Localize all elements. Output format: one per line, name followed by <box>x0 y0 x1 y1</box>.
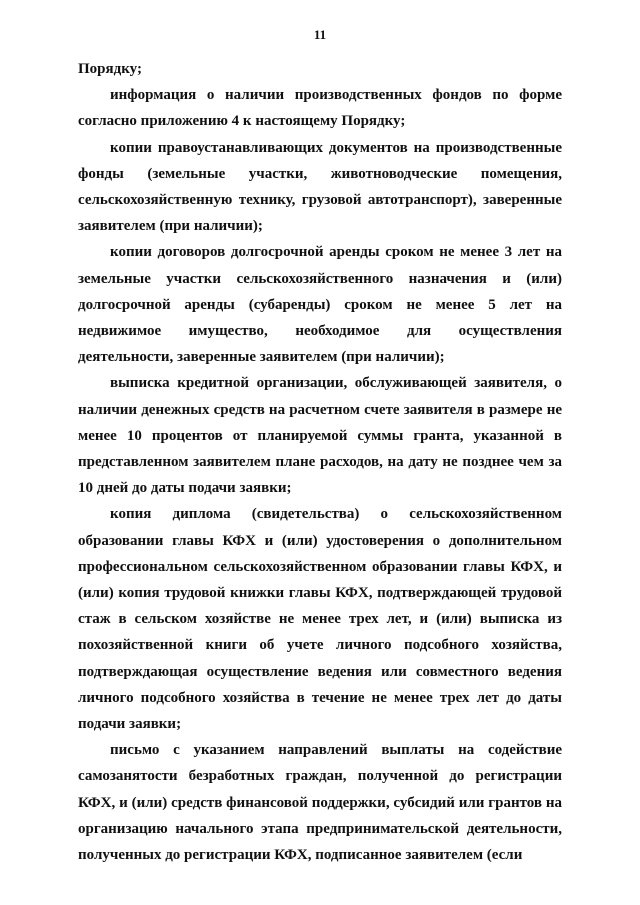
page-number: 11 <box>313 27 327 42</box>
paragraph-continuation: Порядку; <box>78 61 142 77</box>
document-body <box>78 56 562 868</box>
paragraph-lease-agreements: копии договоров долгосрочной аренды сроком не менее 3 лет на земельные участки сельскохозяйственного назначения и (или) долгосрочной аренды (субаренды) сроком не менее 5 лет на недвижимое имущество, необходимое для осуществления деятельности, заверенные заявителем (при наличии); <box>78 244 562 366</box>
paragraph-bank-statement: выписка кредитной организации, обслуживающей заявителя, о наличии денежных средств на расчетном счете заявителя в размере не менее 10 процентов от планируемой суммы гранта, указанной в представленном заявителем плане расходов, на дату не позднее чем за 10 дней до даты подачи заявки; <box>78 375 562 497</box>
paragraph-letter-of-directions: письмо с указанием направлений выплаты на содействие самозанятости безработных граждан, полученной до регистрации КФХ, и (или) средств финансовой поддержки, субсидий или грантов на организацию начального этапа предпринимательской деятельности, полученных до регистрации КФХ, подписанное заявителем (если <box>78 742 562 864</box>
paragraph-title-documents: копии правоустанавливающих документов на производственные фонды (земельные участки, животноводческие помещения, сельскохозяйственную технику, грузовой автотранспорт), заверенные заявителем (при наличии); <box>78 139 562 235</box>
paragraph-production-assets-info: информация о наличии производственных фондов по форме согласно приложению 4 к настоящему Порядку; <box>78 87 562 130</box>
paragraph-diploma-copy: копия диплома (свидетельства) о сельскохозяйственном образовании главы КФХ и (или) удостоверения о дополнительном профессиональном сельскохозяйственном образовании главы КФХ, и (или) копия трудовой книжки главы КФХ, подтверждающей трудовой стаж в сельском хозяйстве не менее трех лет, и (или) выписка из похозяйственной книги об учете личного подсобного хозяйства, подтверждающая осуществление ведения или совместного ведения личного подсобного хозяйства в течение не менее трех лет до даты подачи заявки; <box>78 506 562 733</box>
